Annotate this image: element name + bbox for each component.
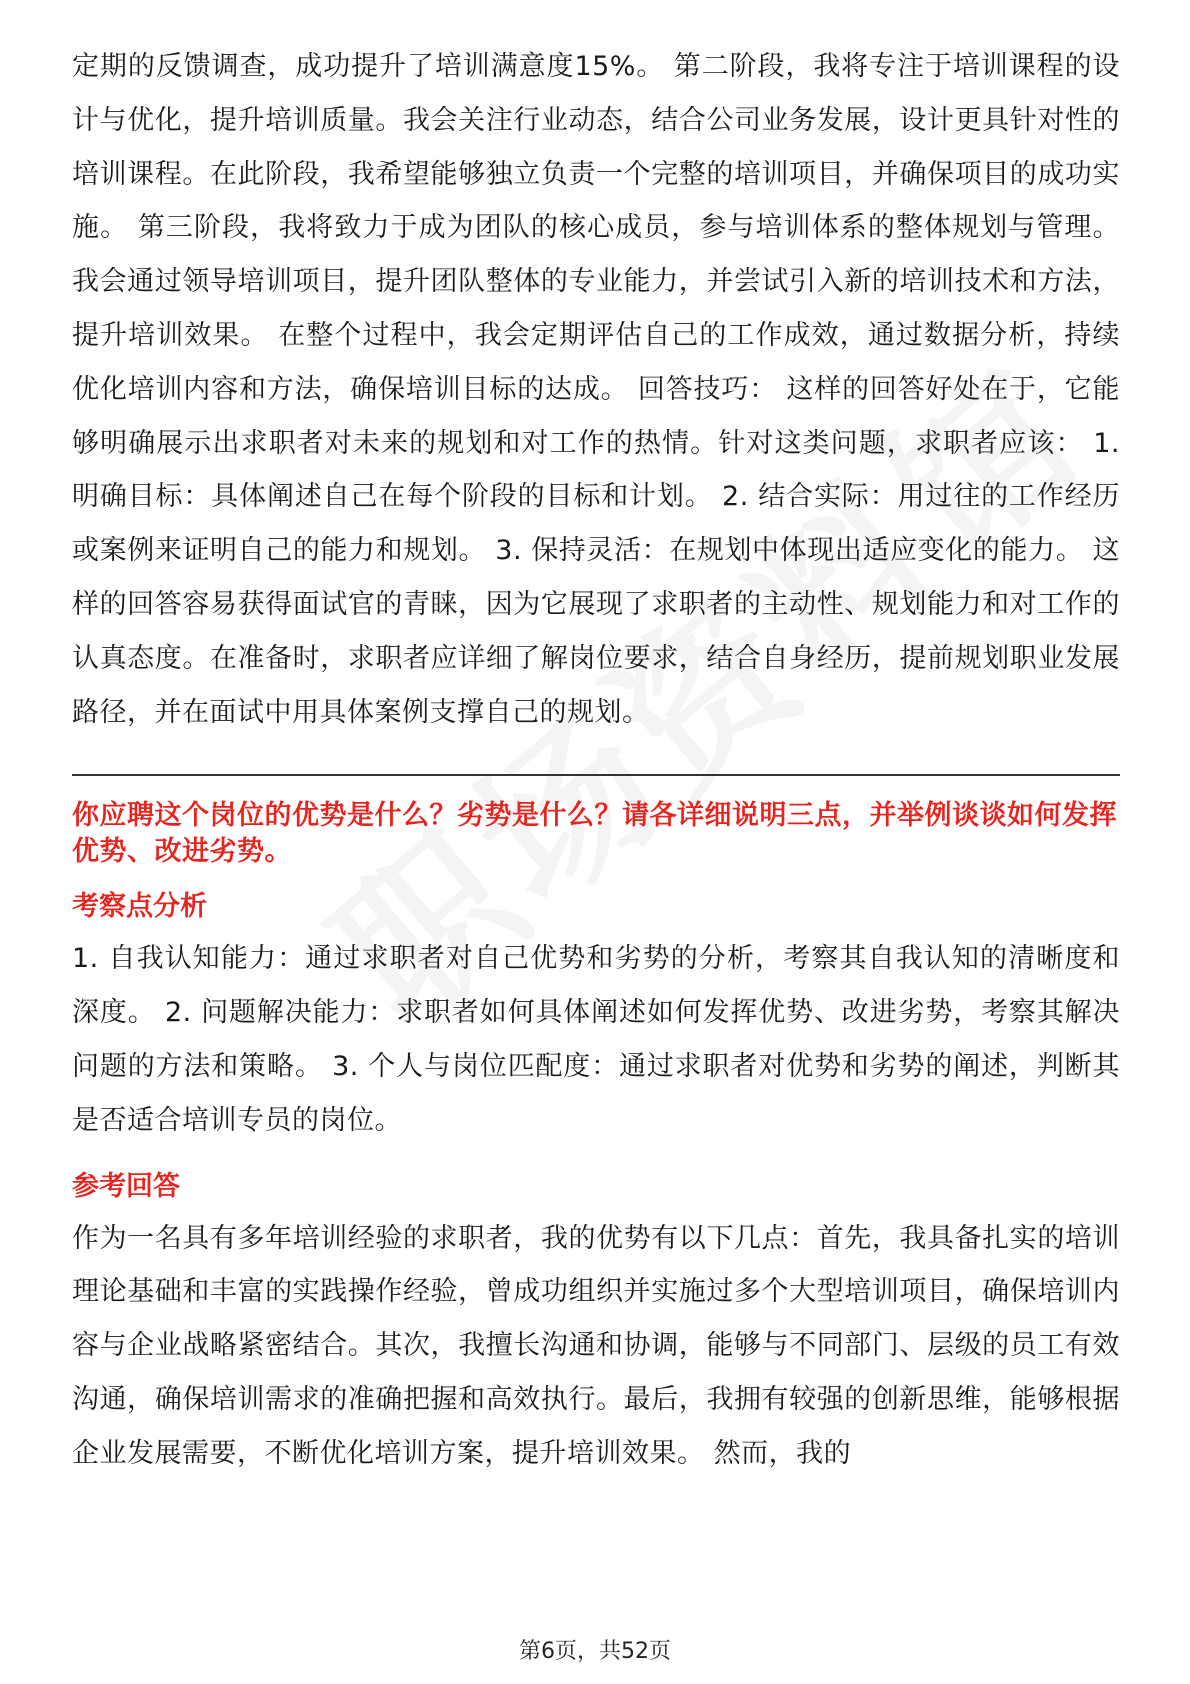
answer-paragraph: 作为一名具有多年培训经验的求职者，我的优势有以下几点：首先，我具备扎实的培训理论基础和丰富的实践操作经验，曾成功组织并实施过多个大型培训项目，确保培训内容与企业战略紧密结合。其次，我擅长沟通和协调，能够与不同部门、层级的员工有效沟通，确保培训需求的准确把握和高效执行。最后，我拥有较强的创新思维，能够根据企业发展需要，不断优化培训方案，提升培训效果。 然而，我的 [72,1222,1120,1469]
page-content [72,40,1120,1481]
analysis-heading: 考察点分析 [72,891,207,923]
body-intro-paragraph: 定期的反馈调查，成功提升了培训满意度15%。 第二阶段，我将专注于培训课程的设计与优化，提升培训质量。我会关注行业动态，结合公司业务发展，设计更具针对性的培训课程。在此阶段，我希望能够独立负责一个完整的培训项目，并确保项目的成功实施。 第三阶段，我将致力于成为团队的核心成员，参与培训体系的整体规划与管理。我会通过领导培训项目，提升团队整体的专业能力，并尝试引入新的培训技术和方法，提升培训效果。 在整个过程中，我会定期评估自己的工作成效，通过数据分析，持续优化培训内容和方法，确保培训目标的达成。 回答技巧： 这样的回答好处在于，它能够明确展示出求职者对未来的规划和对工作的热情。针对这类问题，求职者应该： 1. 明确目标：具体阐述自己在每个阶段的目标和计划。 2. 结合实际：用过往的工作经历或案例来证明自己的能力和规划。 3. 保持灵活：在规划中体现出适应变化的能力。 这样的回答容易获得面试官的青睐，因为它展现了求职者的主动性、规划能力和对工作的认真态度。在准备时，求职者应详细了解岗位要求，结合自身经历，提前规划职业发展路径，并在面试中用具体案例支撑自己的规划。 [72,51,1120,728]
interview-question: 你应聘这个岗位的优势是什么？劣势是什么？请各详细说明三点，并举例谈谈如何发挥优势、改进劣势。 [72,800,1117,868]
section-divider [72,774,1120,776]
answer-heading: 参考回答 [72,1170,180,1202]
analysis-paragraph: 1. 自我认知能力：通过求职者对自己优势和劣势的分析，考察其自我认知的清晰度和深度。 2. 问题解决能力：求职者如何具体阐述如何发挥优势、改进劣势，考察其解决问题的方法和策略。 3. 个人与岗位匹配度：通过求职者对优势和劣势的阐述，判断其是否适合培训专员的岗位。 [72,943,1120,1136]
page-number: 第6页，共52页 [519,1639,671,1664]
